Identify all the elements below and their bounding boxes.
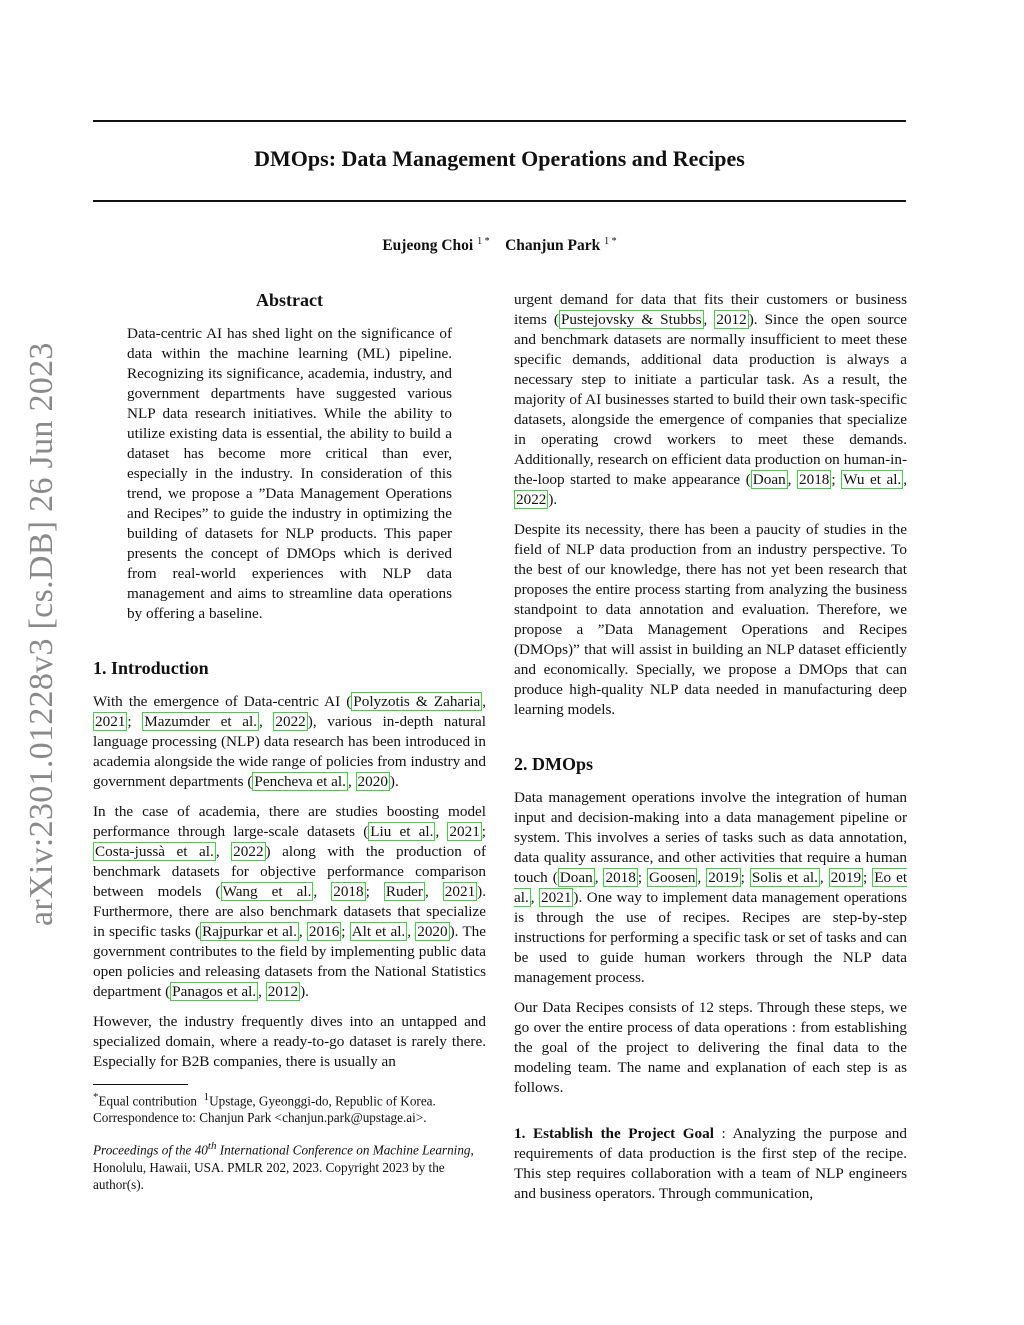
citation-link[interactable]: 2016: [308, 923, 340, 940]
citation-link[interactable]: Wang et al.: [222, 883, 312, 900]
citation-link[interactable]: Solis et al.: [751, 869, 818, 886]
citation-link[interactable]: Doan: [559, 869, 593, 886]
citation-link[interactable]: 2020: [357, 773, 388, 790]
proceedings-rest: , Honolulu, Hawaii, USA. PMLR 202, 2023. Copyright 2023 by the author(s).: [93, 1142, 474, 1192]
section-heading-introduction: 1. Introduction: [93, 658, 209, 678]
citation-link[interactable]: 2018: [605, 869, 636, 886]
citation-link[interactable]: Pustejovsky & Stubbs: [560, 311, 702, 328]
citation-link[interactable]: 2012: [267, 983, 299, 1000]
title-top-rule: [93, 120, 906, 122]
citation-link[interactable]: 2021: [95, 713, 126, 730]
footnote-rule: [93, 1084, 188, 1085]
citation-link[interactable]: Liu et al.: [370, 823, 434, 840]
author-list: [93, 236, 906, 255]
citation-link[interactable]: Pencheva et al.: [254, 773, 346, 790]
citation-link[interactable]: Wu et al.: [843, 471, 902, 488]
proceedings-ordinal: 40: [194, 1142, 208, 1158]
citation-link[interactable]: Costa-jussà et al.: [95, 843, 214, 860]
paragraph: Despite its necessity, there has been a paucity of studies in the field of NLP data production from an industry perspective. To the best of our knowledge, there has not yet been research that proposes the entire process starting from analyzing the business standpoint to data annotation and evaluation. Therefore, we propose a ”Data Management Operations and Recipes (DMOps)” that will assist in building an NLP dataset efficiently and economically. Specially, we propose a DMOps that can produce high-quality NLP data needed in manufacturing deep learning models.: [514, 521, 907, 718]
citation-link[interactable]: 2018: [799, 471, 830, 488]
affiliation-text: Upstage, Gyeonggi-do, Republic of Korea.: [209, 1093, 436, 1109]
citation-link[interactable]: 2022: [275, 713, 306, 730]
abstract-heading: Abstract: [256, 290, 323, 310]
author-affiliation-mark: 1 *: [604, 236, 617, 247]
correspondence-text: Correspondence to: Chanjun Park <chanjun.park@upstage.ai>.: [93, 1110, 427, 1126]
footnote: [93, 1089, 486, 1126]
proceedings-conference: International Conference on Machine Learning: [216, 1142, 471, 1158]
citation-link[interactable]: Doan: [752, 471, 786, 488]
equal-contribution-mark: *: [93, 1091, 99, 1103]
paragraph: Data management operations involve the integration of human input and decision-making into a data management pipeline or system. This involves a series of tasks such as data annotation, data quality assurance, and other activities that require a human touch ( Doan , 2018 ; Goosen , 2019 ; Solis et al. , 2019 ; Eo et al. , 2021 ). One way to implement data management operations is through the use of recipes. Recipes are step-by-step instructions for performing a specific task or set of tasks and can be used to guide human workers through the NLP data management process.: [514, 789, 908, 986]
citation-link[interactable]: Rajpurkar et al.: [202, 923, 297, 940]
paragraph: urgent demand for data that fits their customers or business items ( Pustejovsky & Stubbs , 2012 ). Since the open source and benchmark datasets are normally insufficient to meet these specific demands, additional data production is always a necessary step to initiate a particular task. As a result, the majority of AI businesses started to build their own task-specific datasets, alongside the emergence of companies that specialize in operating crowd workers to meet these demands. Additionally, research on efficient data production on human-in-the-loop started to make appearance ( Doan , 2018 ; Wu et al. , 2022 ).: [514, 291, 908, 508]
citation-link[interactable]: 2021: [444, 883, 476, 900]
citation-link[interactable]: 2021: [541, 889, 572, 906]
abstract-text: Data-centric AI has shed light on the significance of data within the machine learning (ML) pipeline. Recognizing its significance, academia, industry, and government departments have suggested various NLP data research initiatives. While the ability to utilize existing data is essential, the ability to build a dataset has become more critical than ever, especially in the industry. In consideration of this trend, we propose a ”Data Management Operations and Recipes” to guide the industry in optimizing the building of datasets for NLP products. This paper presents the concept of DMOps which is derived from real-world experiences with NLP data management and aims to streamline data operations by offering a baseline.: [127, 325, 452, 622]
citation-link[interactable]: Mazumder et al.: [144, 713, 257, 730]
citation-link[interactable]: Alt et al.: [351, 923, 406, 940]
citation-link[interactable]: Polyzotis & Zaharia: [353, 693, 481, 710]
recipe-step-1-text: : Analyzing the purpose and requirements of data production is the first step of the recipe. This step requires collaboration with a team of NLP engineers and business operators. Through communication,: [514, 1125, 907, 1202]
citation-link[interactable]: Goosen: [649, 869, 696, 886]
citation-link[interactable]: 2020: [417, 923, 448, 940]
right-column: [514, 290, 907, 1204]
citation-link[interactable]: Panagos et al.: [172, 983, 257, 1000]
author-name: Chanjun Park: [505, 237, 601, 255]
author-name: Eujeong Choi: [382, 237, 474, 255]
citation-link[interactable]: Ruder: [385, 883, 423, 900]
citation-link[interactable]: 2018: [333, 883, 364, 900]
recipe-step-1: [514, 1124, 907, 1204]
citation-link[interactable]: Eo et al.: [514, 869, 908, 906]
paragraph: With the emergence of Data-centric AI ( Polyzotis & Zaharia , 2021 ; Mazumder et al. , 2022 ), various in-depth natural language processing (NLP) data research has been introduced in academia alongside the wide range of policies from industry and government departments ( Pencheva et al. , 2020 ).: [93, 693, 486, 790]
citation-link[interactable]: 2022: [233, 843, 264, 860]
citation-link[interactable]: 2012: [716, 311, 747, 328]
left-column: [93, 290, 486, 1193]
arxiv-identifier-stamp: arXiv:2301.01228v3 [cs.DB] 26 Jun 2023: [23, 342, 60, 926]
citation-link[interactable]: 2019: [708, 869, 739, 886]
recipe-step-1-title: 1. Establish the Project Goal: [514, 1125, 714, 1142]
proceedings-note: [93, 1138, 486, 1192]
title-bottom-rule: [93, 200, 906, 202]
equal-contribution-text: Equal contribution: [98, 1093, 198, 1109]
affiliation-mark: 1: [203, 1091, 210, 1103]
paragraph: However, the industry frequently dives into an untapped and specialized domain, where a ready-to-go dataset is rarely there. Especially for B2B companies, there is usually an: [93, 1013, 486, 1070]
citation-link[interactable]: 2019: [830, 869, 862, 886]
paragraph: Our Data Recipes consists of 12 steps. Through these steps, we go over the entire process of data operations : from establishing the goal of the project to delivering the final data to the modeling team. The name and explanation of each step is as follows.: [514, 999, 907, 1096]
section-heading-dmops: 2. DMOps: [514, 754, 594, 774]
paper-title: DMOps: Data Management Operations and Recipes: [254, 146, 745, 171]
proceedings-ordinal-suffix: th: [207, 1140, 217, 1153]
citation-link[interactable]: 2021: [449, 823, 480, 840]
paragraph: In the case of academia, there are studies boosting model performance through large-scale datasets ( Liu et al. , 2021 ; Costa-jussà et al. , 2022 ) along with the production of benchmark datasets for objective performance comparison between models ( Wang et al. , 2018 ; Ruder , 2021 ). Furthermore, there are also benchmark datasets that specialize in specific tasks ( Rajpurkar et al. , 2016 ; Alt et al. , 2020 ). The government contributes to the field by implementing public data open policies and releasing datasets from the National Statistics department ( Panagos et al. , 2012 ).: [93, 803, 487, 1000]
proceedings-prefix: Proceedings of the: [93, 1142, 195, 1158]
author-affiliation-mark: 1 *: [477, 236, 490, 247]
citation-link[interactable]: 2022: [516, 491, 547, 508]
